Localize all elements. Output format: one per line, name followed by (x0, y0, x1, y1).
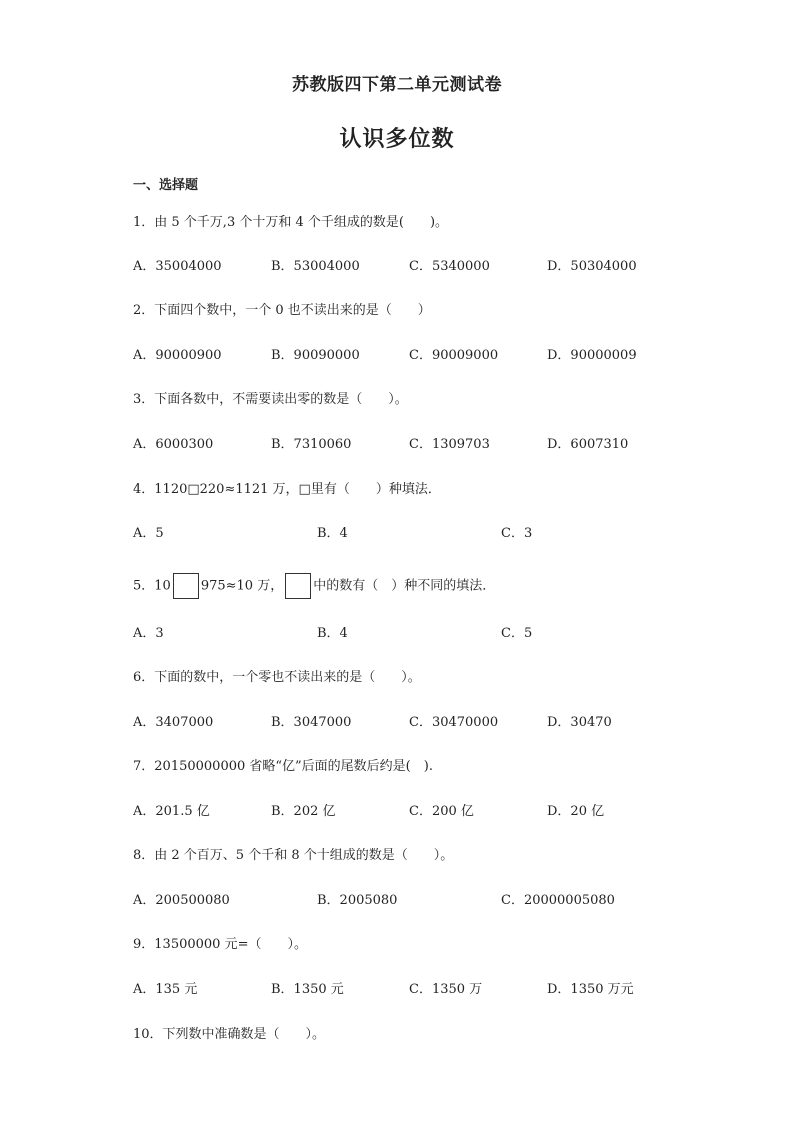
question-6-option-c[interactable]: C．30470000 (409, 715, 499, 730)
question-1-option-b[interactable]: B．53004000 (271, 259, 360, 274)
question-3-option-d[interactable]: D．6007310 (547, 437, 629, 452)
question-7-stem: 7．20150000000 省略“亿”后面的尾数后约是( ). (133, 759, 433, 774)
question-2-stem: 2．下面四个数中，一个 0 也不读出来的是（ ） (133, 303, 431, 318)
answer-blank-box-reference (285, 573, 311, 599)
question-4-option-b[interactable]: B．4 (317, 526, 348, 541)
section-heading: 一、选择题 (133, 178, 199, 193)
question-4-option-c[interactable]: C．3 (501, 526, 533, 541)
question-2-option-d[interactable]: D．90000009 (547, 348, 637, 363)
question-4-option-a[interactable]: A．5 (133, 526, 164, 541)
question-5-stem-part3: 中的数有（ ）种不同的填法． (313, 578, 496, 594)
question-1-option-d[interactable]: D．50304000 (547, 259, 637, 274)
question-9-option-a[interactable]: A．135 元 (133, 982, 198, 997)
question-5-option-c[interactable]: C．5 (501, 626, 533, 641)
question-5-stem-part1: 5．10 (133, 578, 171, 594)
question-5-stem (133, 573, 495, 599)
question-7-option-c[interactable]: C．200 亿 (409, 804, 474, 819)
question-8-option-a[interactable]: A．200500080 (133, 893, 230, 908)
question-1-stem: 1．由 5 个千万,3 个十万和 4 个千组成的数是( )。 (133, 215, 449, 230)
question-2-option-a[interactable]: A．90000900 (133, 348, 222, 363)
question-5-option-b[interactable]: B．4 (317, 626, 348, 641)
worksheet-title: 苏教版四下第二单元测试卷 (292, 75, 502, 95)
question-6-option-b[interactable]: B．3047000 (271, 715, 352, 730)
question-6-option-d[interactable]: D．30470 (547, 715, 612, 730)
question-8-stem: 8．由 2 个百万、5 个千和 8 个十组成的数是（ ）。 (133, 848, 454, 863)
question-9-option-b[interactable]: B．1350 元 (271, 982, 344, 997)
question-1-option-a[interactable]: A．35004000 (133, 259, 222, 274)
question-3-option-a[interactable]: A．6000300 (133, 437, 214, 452)
question-3-option-c[interactable]: C．1309703 (409, 437, 490, 452)
question-2-option-b[interactable]: B．90090000 (271, 348, 360, 363)
worksheet-subtitle: 认识多位数 (339, 127, 455, 152)
question-6-option-a[interactable]: A．3407000 (133, 715, 214, 730)
question-7-option-a[interactable]: A．201.5 亿 (133, 804, 210, 819)
question-1-option-c[interactable]: C．5340000 (409, 259, 490, 274)
answer-blank-box[interactable] (173, 573, 199, 599)
question-3-stem: 3．下面各数中，不需要读出零的数是（ ）。 (133, 392, 408, 407)
question-4-stem: 4．1120□220≈1121 万，□里有（ ）种填法． (133, 482, 441, 497)
question-7-option-b[interactable]: B．202 亿 (271, 804, 336, 819)
question-5-option-a[interactable]: A．3 (133, 626, 164, 641)
question-5-stem-part2: 975≈10 万， (200, 578, 284, 594)
question-7-option-d[interactable]: D．20 亿 (547, 804, 605, 819)
question-9-option-d[interactable]: D．1350 万元 (547, 982, 634, 997)
question-3-option-b[interactable]: B．7310060 (271, 437, 352, 452)
question-2-option-c[interactable]: C．90009000 (409, 348, 499, 363)
question-8-option-b[interactable]: B．2005080 (317, 893, 398, 908)
question-10-stem: 10．下列数中准确数是（ ）。 (133, 1027, 326, 1042)
question-8-option-c[interactable]: C．20000005080 (501, 893, 615, 908)
question-9-option-c[interactable]: C．1350 万 (409, 982, 483, 997)
question-6-stem: 6．下面的数中，一个零也不读出来的是（ ）。 (133, 670, 421, 685)
question-9-stem: 9．13500000 元=（ ）。 (133, 937, 307, 952)
